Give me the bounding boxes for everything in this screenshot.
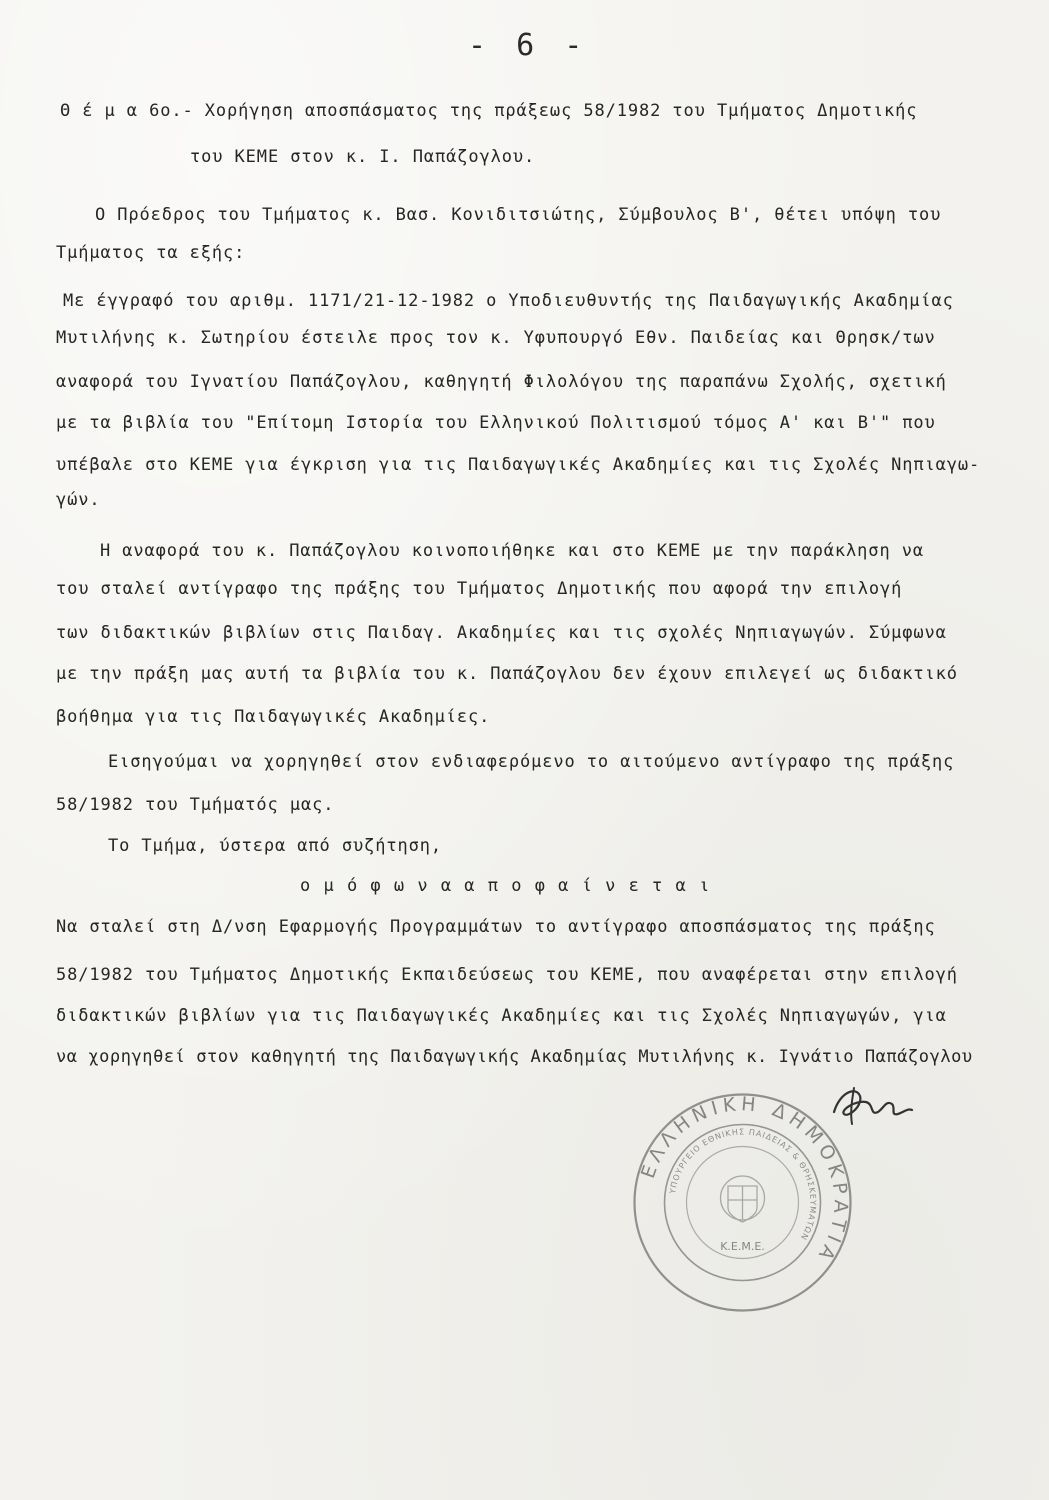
body-line: Εισηγούμαι να χορηγηθεί στον ενδιαφερόμενο το αιτούμενο αντίγραφο της πράξης — [108, 752, 955, 772]
body-line: υπέβαλε στο ΚΕΜΕ για έγκριση για τις Παιδαγωγικές Ακαδημίες και τις Σχολές Νηπιαγω- — [56, 455, 981, 475]
body-line: Με έγγραφό του αριθμ. 1171/21-12-1982 ο Υποδιευθυντής της Παιδαγωγικής Ακαδημίας — [63, 291, 954, 311]
subject-line-1: Θ έ μ α 6ο.- Χορήγηση αποσπάσματος της πράξεως 58/1982 του Τμήματος Δημοτικής — [60, 101, 918, 121]
body-line: Η αναφορά του κ. Παπάζογλου κοινοποιήθηκε και στο ΚΕΜΕ με την παράκληση να — [100, 541, 924, 561]
body-line: των διδακτικών βιβλίων στις Παιδαγ. Ακαδημίες και τις σχολές Νηπιαγωγών. Σύμφωνα — [56, 623, 947, 643]
decision-line: Να σταλεί στη Δ/νση Εφαρμογής Προγραμμάτων το αντίγραφο αποσπάσματος της πράξης — [56, 917, 936, 937]
body-line: του σταλεί αντίγραφο της πράξης του Τμήματος Δημοτικής που αφορά την επιλογή — [56, 579, 903, 599]
stamp-outer-text: ΕΛΛΗΝΙΚΗ ΔΗΜΟΚΡΑΤΙΑ — [636, 1093, 852, 1268]
body-line: Τμήματος τα εξής: — [56, 243, 246, 263]
decision-line: 58/1982 του Τμήματος Δημοτικής Εκπαιδεύσεως του ΚΕΜΕ, που αναφέρεται στην επιλογή — [56, 965, 958, 985]
subject-line-2: του ΚΕΜΕ στον κ. Ι. Παπάζογλου. — [190, 147, 536, 167]
body-line: Ο Πρόεδρος του Τμήματος κ. Βασ. Κονιδιτσιώτης, Σύμβουλος Β', θέτει υπόψη του — [95, 205, 942, 225]
decision-line: διδακτικών βιβλίων για τις Παιδαγωγικές Ακαδημίες και τις Σχολές Νηπιαγωγών, για — [56, 1006, 947, 1026]
body-line: Το Τμήμα, ύστερα από συζήτηση, — [108, 836, 443, 856]
body-line: με την πράξη μας αυτή τα βιβλία του κ. Παπάζογλου δεν έχουν επιλεγεί ως διδακτικό — [56, 664, 958, 684]
decision-heading: ο μ ό φ ω ν α α π ο φ α ί ν ε τ α ι — [300, 876, 711, 896]
body-line: αναφορά του Ιγνατίου Παπάζογλου, καθηγητή Φιλολόγου της παραπάνω Σχολής, σχετική — [56, 372, 947, 392]
official-stamp-icon — [630, 1090, 855, 1315]
body-line: βοήθημα για τις Παιδαγωγικές Ακαδημίες. — [56, 707, 491, 727]
body-line: με τα βιβλία του "Επίτομη Ιστορία του Ελληνικού Πολιτισμού τόμος Α' και Β'" που — [56, 413, 936, 433]
body-line: γών. — [56, 490, 101, 510]
stamp-bottom-text: Κ.Ε.Μ.Ε. — [720, 1240, 765, 1253]
page-number: - 6 - — [468, 28, 589, 63]
body-line: 58/1982 του Τμήματός μας. — [56, 795, 335, 815]
stamp-inner-text: ΥΠΟΥΡΓΕΙΟ ΕΘΝΙΚΗΣ ΠΑΙΔΕΙΑΣ & ΘΡΗΣΚΕΥΜΑΤΩΝ — [668, 1127, 818, 1242]
body-line: Μυτιλήνης κ. Σωτηρίου έστειλε προς τον κ. Υφυπουργό Εθν. Παιδείας και Θρησκ/των — [56, 328, 936, 348]
decision-line: να χορηγηθεί στον καθηγητή της Παιδαγωγικής Ακαδημίας Μυτιλήνης κ. Ιγνάτιο Παπάζογλου — [56, 1047, 973, 1067]
